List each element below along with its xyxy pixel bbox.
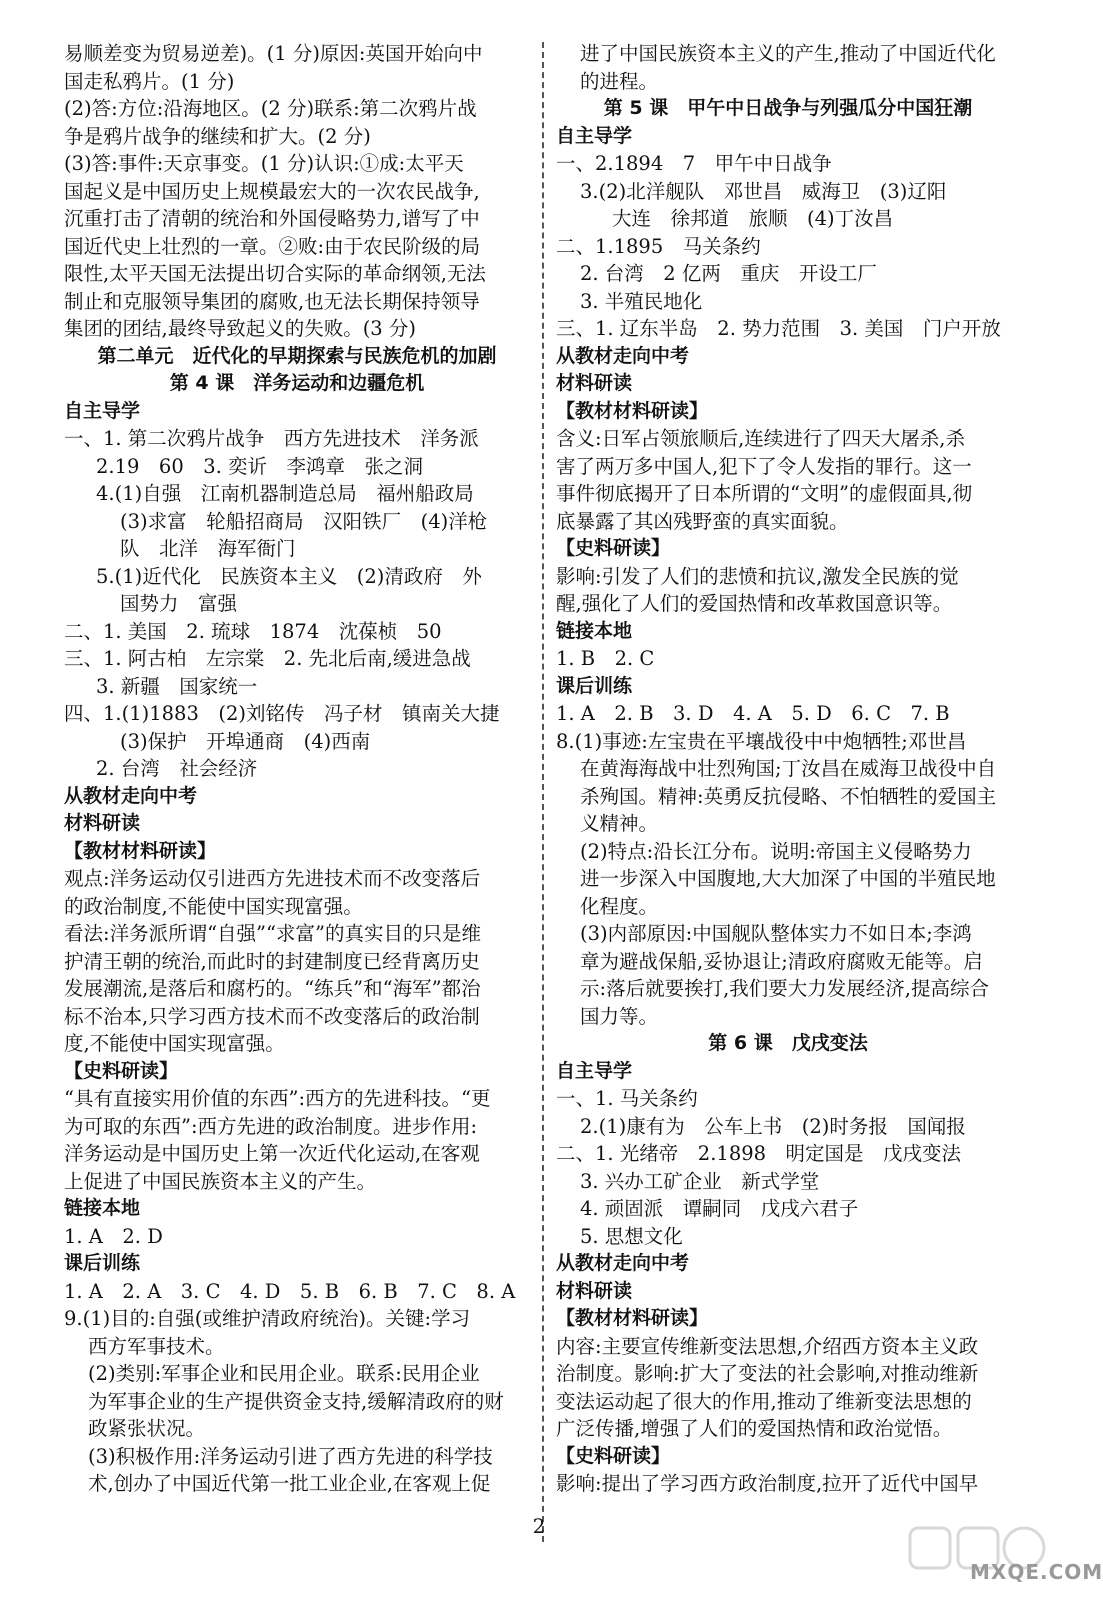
text-line: 的进程。 [580, 69, 659, 93]
text-line: 一、1. 第二次鸦片战争 西方先进技术 洋务派 [64, 427, 479, 450]
text-line: 国起义是中国历史上规模最宏大的一次农民战争, [64, 179, 480, 203]
text-line: 广泛传播,增强了人们的爱国热情和政治觉悟。 [556, 1417, 953, 1440]
text-line: 1. A 2. A 3. C 4. D 5. B 6. B 7. C 8. A [64, 1279, 516, 1303]
text-line: (3)积极作用:洋务运动引进了西方先进的科学技 [88, 1444, 493, 1468]
section-heading: 从教材走向中考 [64, 784, 198, 807]
text-line: 醒,强化了人们的爱国热情和改革救国意识等。 [556, 592, 953, 615]
text-line: 8.(1)事迹:左宝贵在平壤战役中中炮牺牲;邓世昌 [556, 729, 967, 753]
text-line: 影响:引发了人们的悲愤和抗议,激发全民族的觉 [556, 564, 959, 588]
text-line: 治制度。影响:扩大了变法的社会影响,对推动维新 [556, 1362, 979, 1385]
text-line: 国走私鸦片。(1 分) [64, 69, 235, 93]
text-line: 2. 台湾 社会经济 [96, 757, 258, 780]
text-line: 含义:日军占领旅顺后,连续进行了四天大屠杀,杀 [556, 427, 965, 450]
text-line: (2)答:方位:沿海地区。(2 分)联系:第二次鸦片战 [64, 97, 477, 120]
text-line: 的政治制度,不能使中国实现富强。 [64, 894, 363, 918]
section-heading: 第 4 课 洋务运动和边疆危机 [169, 372, 425, 394]
section-heading: 自主导学 [64, 399, 141, 422]
text-line: 事件彻底揭开了日本所谓的“文明”的虚假面具,彻 [556, 482, 973, 505]
section-heading: 链接本地 [64, 1197, 141, 1219]
text-line: 沉重打击了清朝的统治和外国侵略势力,谱写了中 [64, 207, 480, 230]
text-line: 洋务运动是中国历史上第一次近代化运动,在客观 [64, 1142, 480, 1165]
text-line: 3. 新疆 国家统一 [96, 674, 258, 698]
section-heading: 【史料研读】 [556, 537, 671, 559]
text-line: 3.(2)北洋舰队 邓世昌 威海卫 (3)辽阳 [580, 179, 947, 203]
text-line: 为可取的东西”:西方先进的政治制度。进步作用: [64, 1114, 478, 1138]
text-line: 进了中国民族资本主义的产生,推动了中国近代化 [580, 42, 996, 65]
text-line: 为军事企业的生产提供资金支持,缓解清政府的财 [88, 1389, 504, 1413]
text-line: 1. A 2. B 3. D 4. A 5. D 6. C 7. B [556, 702, 950, 725]
section-heading: 【史料研读】 [64, 1059, 179, 1082]
text-line: (2)类别:军事企业和民用企业。联系:民用企业 [88, 1362, 480, 1385]
right-column [556, 40, 1020, 1498]
text-line: 二、1.1895 马关条约 [556, 234, 761, 258]
text-line: 3. 半殖民地化 [580, 289, 703, 313]
watermark-text: MXQE.COM [970, 1560, 1103, 1584]
column-divider [542, 42, 544, 1542]
section-heading: 自主导学 [556, 1059, 633, 1082]
text-line: 三、1. 阿古柏 左宗棠 2. 先北后南,缓进急战 [64, 647, 471, 670]
text-line: 化程度。 [580, 894, 659, 918]
text-line: 二、1. 光绪帝 2.1898 明定国是 戊戌变法 [556, 1142, 962, 1165]
section-heading: 材料研读 [64, 812, 141, 834]
text-line: 底暴露了其凶残野蛮的真实面貌。 [556, 509, 849, 533]
text-line: 国势力 富强 [120, 592, 238, 615]
text-line: 4. 顽固派 谭嗣同 戊戌六君子 [580, 1197, 859, 1220]
text-line: 4.(1)自强 江南机器制造总局 福州船政局 [96, 482, 474, 505]
section-heading: 第 6 课 戊戌变法 [708, 1032, 868, 1054]
text-line: 章为避战保船,妥协退让;清政府腐败无能等。启 [580, 949, 983, 973]
text-line: 1. B 2. C [556, 647, 655, 670]
text-line: “具有直接实用价值的东西”:西方的先进科技。“更 [64, 1087, 491, 1110]
text-line: 在黄海海战中壮烈殉国;丁汝昌在威海卫战役中自 [580, 757, 997, 780]
text-line: 标不治本,只学习西方技术而不改变落后的政治制 [64, 1004, 480, 1028]
section-heading: 【教材材料研读】 [64, 839, 217, 862]
section-heading: 材料研读 [556, 1279, 633, 1302]
text-line: (3)内部原因:中国舰队整体实力不如日本;李鸿 [580, 922, 972, 945]
text-line: 2.19 60 3. 奕䜣 李鸿章 张之洞 [96, 454, 424, 478]
section-heading: 材料研读 [556, 372, 633, 394]
text-line: 一、1. 马关条约 [556, 1087, 698, 1110]
section-heading: 从教材走向中考 [556, 1252, 690, 1274]
text-line: 示:落后就要挨打,我们要大力发展经济,提高综合 [580, 977, 989, 1000]
text-line: 义精神。 [580, 812, 659, 835]
section-heading: 【史料研读】 [556, 1444, 671, 1467]
text-line: 集团的团结,最终导致起义的失败。(3 分) [64, 317, 417, 340]
text-line: 队 北洋 海军衙门 [120, 537, 296, 560]
section-heading: 链接本地 [556, 619, 633, 642]
text-line: 内容:主要宣传维新变法思想,介绍西方资本主义政 [556, 1334, 979, 1358]
text-line: 变法运动起了很大的作用,推动了维新变法思想的 [556, 1389, 972, 1413]
text-line: 上促进了中国民族资本主义的产生。 [64, 1169, 377, 1193]
text-line: 9.(1)目的:自强(或维护清政府统治)。关键:学习 [64, 1307, 471, 1330]
text-line: 看法:洋务派所谓“自强”“求富”的真实目的只是维 [64, 922, 481, 945]
text-line: (2)特点:沿长江分布。说明:帝国主义侵略势力 [580, 839, 972, 863]
section-heading: 【教材材料研读】 [556, 399, 709, 422]
text-line: (3)保护 开埠通商 (4)西南 [120, 729, 371, 753]
page-number: 2 [532, 1514, 546, 1538]
text-line: 进一步深入中国腹地,大大加深了中国的半殖民地 [580, 867, 996, 890]
text-line: 政紧张状况。 [88, 1417, 206, 1440]
text-line: 二、1. 美国 2. 琉球 1874 沈葆桢 50 [64, 619, 442, 643]
text-line: 三、1. 辽东半岛 2. 势力范围 3. 美国 门户开放 [556, 317, 1001, 340]
text-line: 2. 台湾 2 亿两 重庆 开设工厂 [580, 262, 877, 285]
text-line: 度,不能使中国实现富强。 [64, 1032, 285, 1055]
text-line: 3. 兴办工矿企业 新式学堂 [580, 1169, 820, 1193]
text-line: 发展潮流,是落后和腐朽的。“练兵”和“海军”都治 [64, 977, 481, 1000]
text-line: 害了两万多中国人,犯下了令人发指的罪行。这一 [556, 454, 972, 478]
text-line: 国近代史上壮烈的一章。②败:由于农民阶级的局 [64, 234, 481, 258]
text-line: 2.(1)康有为 公车上书 (2)时务报 国闻报 [580, 1114, 966, 1138]
text-line: 一、2.1894 7 甲午中日战争 [556, 152, 832, 175]
section-heading: 课后训练 [64, 1252, 141, 1274]
text-line: 制止和克服领导集团的腐败,也无法长期保持领导 [64, 289, 480, 313]
section-heading: 第 5 课 甲午中日战争与列强瓜分中国狂潮 [603, 97, 973, 119]
text-line: 5.(1)近代化 民族资本主义 (2)清政府 外 [96, 564, 482, 588]
text-line: 杀殉国。精神:英勇反抗侵略、不怕牺牲的爱国主 [580, 784, 997, 808]
text-line: 易顺差变为贸易逆差)。(1 分)原因:英国开始向中 [64, 42, 483, 65]
text-line: 观点:洋务运动仅引进西方先进技术而不改变落后 [64, 867, 481, 890]
text-line: 5. 思想文化 [580, 1224, 683, 1248]
text-line: 西方军事技术。 [88, 1334, 225, 1358]
text-line: 争是鸦片战争的继续和扩大。(2 分) [64, 124, 371, 148]
text-line: 1. A 2. D [64, 1224, 163, 1248]
text-line: 护清王朝的统治,而此时的封建制度已经背离历史 [64, 949, 480, 973]
text-line: (3)求富 轮船招商局 汉阳铁厂 (4)洋枪 [120, 509, 488, 533]
text-line: (3)答:事件:天京事变。(1 分)认识:①成:太平天 [64, 152, 464, 175]
text-line: 四、1.(1)1883 (2)刘铭传 冯子材 镇南关大捷 [64, 702, 500, 725]
section-heading: 【教材材料研读】 [556, 1307, 709, 1329]
section-heading: 自主导学 [556, 124, 633, 147]
text-line: 大连 徐邦道 旅顺 (4)丁汝昌 [612, 207, 894, 230]
section-heading: 从教材走向中考 [556, 344, 690, 367]
text-line: 影响:提出了学习西方政治制度,拉开了近代中国早 [556, 1472, 979, 1495]
text-line: 限性,太平天国无法提出切合实际的革命纲领,无法 [64, 262, 486, 285]
section-heading: 第二单元 近代化的早期探索与民族危机的加剧 [97, 344, 497, 367]
section-heading: 课后训练 [556, 674, 633, 697]
text-line: 国力等。 [580, 1004, 659, 1028]
left-column [64, 40, 530, 1498]
text-line: 术,创办了中国近代第一批工业企业,在客观上促 [88, 1472, 491, 1495]
